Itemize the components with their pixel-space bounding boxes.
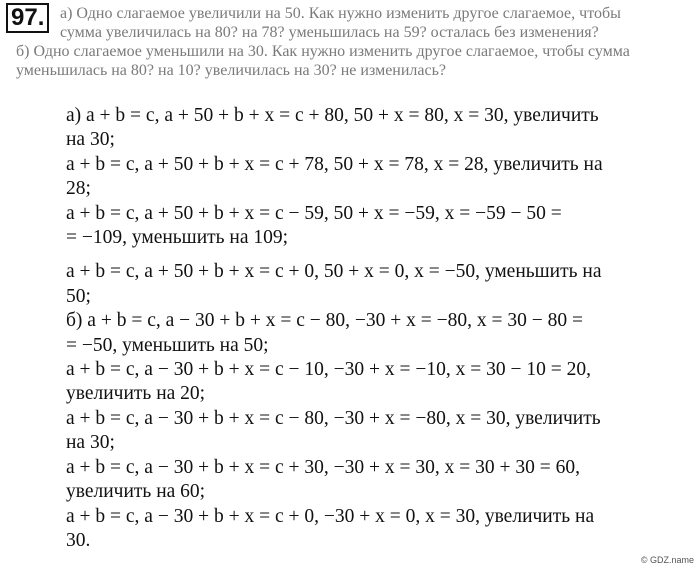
solution-line: a + b = c, a + 50 + b + x = c − 59, 50 + x = −59, x = −59 − 50 = bbox=[66, 202, 562, 224]
solution-line: на 30; bbox=[66, 129, 115, 151]
solution-line: 50; bbox=[66, 285, 91, 307]
problem-number: 97. bbox=[6, 3, 49, 33]
solution-line: a + b = c, a − 30 + b + x = c + 30, −30 + x = 30, x = 30 + 30 = 60, bbox=[66, 456, 580, 478]
solution-line: увеличить на 20; bbox=[66, 383, 206, 405]
solution-line: a + b = c, a − 30 + b + x = c + 0, −30 + x = 0, x = 30, увеличить на bbox=[66, 505, 595, 527]
solution-line: = −50, уменьшить на 50; bbox=[66, 334, 269, 356]
solution-line: a + b = c, a + 50 + b + x = c + 78, 50 + x = 78, x = 28, увеличить на bbox=[66, 153, 603, 175]
solution-line: 30. bbox=[66, 529, 91, 551]
solution-line: a + b = c, a + 50 + b + x = c + 0, 50 + x = 0, x = −50, уменьшить на bbox=[66, 261, 602, 283]
solution-line: а) a + b = c, a + 50 + b + x = c + 80, 50 + x = 80, x = 30, увеличить bbox=[66, 105, 599, 126]
solution-line: = −109, уменьшить на 109; bbox=[66, 227, 289, 249]
solution-line: увеличить на 60; bbox=[66, 481, 206, 503]
solution-line: a + b = c, a − 30 + b + x = c − 10, −30 + x = −10, x = 30 − 10 = 20, bbox=[66, 359, 591, 381]
solution-line: на 30; bbox=[66, 432, 115, 454]
statement-line: уменьшилась на 80? на 10? увеличилась на 30? не изменилась? bbox=[16, 62, 446, 79]
solution-line: 28; bbox=[66, 178, 91, 200]
solution-line: б) a + b = c, a − 30 + b + x = c − 80, −30 + x = −80, x = 30 − 80 = bbox=[66, 310, 583, 332]
statement-line: сумма увеличилась на 80? на 78? уменьшилась на 59? осталась без изменения? bbox=[60, 24, 599, 41]
solution-line: a + b = c, a − 30 + b + x = c − 80, −30 + x = −80, x = 30, увеличить bbox=[66, 407, 601, 429]
statement-line: б) Одно слагаемое уменьшили на 30. Как нужно изменить другое слагаемое, чтобы сумма bbox=[16, 43, 630, 60]
watermark: © GDZ.name bbox=[640, 555, 694, 565]
solution-block bbox=[66, 104, 698, 553]
statement-line: а) Одно слагаемое увеличили на 50. Как нужно изменить другое слагаемое, чтобы bbox=[60, 5, 621, 22]
